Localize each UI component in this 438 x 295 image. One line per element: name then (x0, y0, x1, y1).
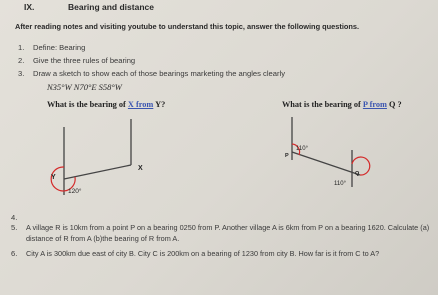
label-x: X (138, 165, 143, 172)
bearings-list: N35°W N70°E S58°W (47, 82, 122, 92)
item-number: 6. (11, 249, 18, 258)
line-y-to-x (64, 165, 131, 179)
item-number: 2. (18, 56, 25, 65)
line-p-to-q (292, 152, 360, 175)
section-title: Bearing and distance (68, 2, 154, 12)
section-number: IX. (24, 2, 35, 12)
item-text: Define: Bearing (33, 43, 86, 52)
label-p: P (285, 153, 289, 159)
question-left-prefix: What is the bearing of (47, 100, 128, 109)
item-number: 5. (11, 223, 18, 232)
item-number: 4. (11, 213, 18, 222)
label-q: Q (355, 171, 360, 177)
question-right-suffix: Q ? (386, 100, 402, 109)
item-text: Draw a sketch to show each of those bearings marketing the angles clearly (33, 69, 285, 78)
angle-label-bottom: 110° (334, 181, 346, 187)
question-right-underlined: P from (362, 100, 387, 109)
diagram-right (282, 112, 372, 187)
question-right (282, 100, 402, 109)
item-text: Give the three rules of bearing (33, 56, 136, 65)
item-text: A village R is 10km from a point P on a bearing 0250 from P. Another village A is 6km from P on a bearing 1620. Calculate (a) distance of R from A (b)the bearing of R from A. (26, 223, 430, 243)
question-left (47, 100, 165, 109)
instruction-text: After reading notes and visiting youtube to understand this topic, answer the following questions. (15, 22, 360, 31)
angle-label: 120° (68, 188, 82, 195)
question-left-underlined: X from (127, 100, 154, 109)
question-right-prefix: What is the bearing of (282, 100, 363, 109)
item-number: 1. (18, 43, 25, 52)
angle-label-top: 110° (296, 146, 308, 152)
item-text: City A is 300km due east of city B. City C is 200km on a bearing of 1230 from city B. How far is it from C to A? (26, 249, 380, 258)
label-y: Y (51, 174, 56, 181)
item-number: 3. (18, 69, 25, 78)
question-left-suffix: Y? (153, 100, 166, 109)
diagram-left (40, 115, 180, 205)
